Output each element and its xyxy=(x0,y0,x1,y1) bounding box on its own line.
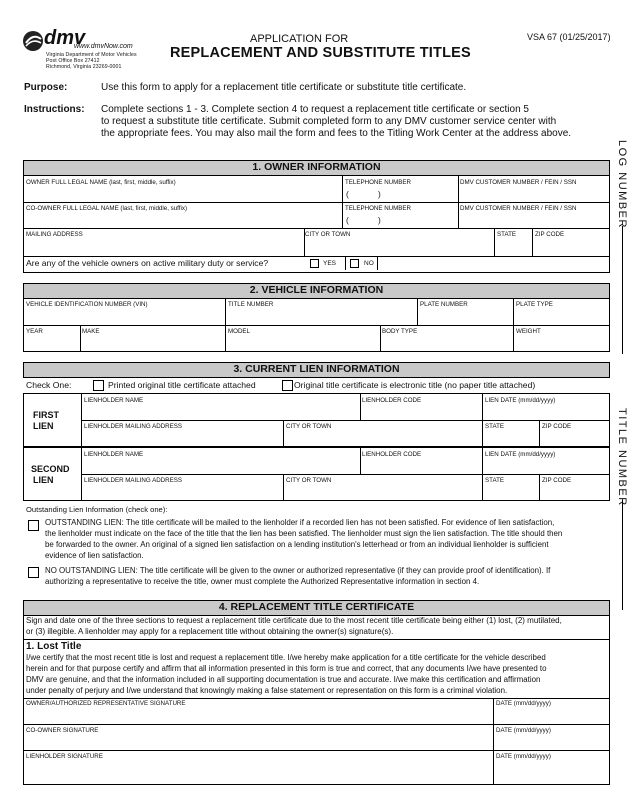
state-label: STATE xyxy=(497,231,517,238)
app-for: APPLICATION FOR xyxy=(250,33,349,45)
lost-title-text-1: I/we certify that the most recent title is lost and request a replacement title. I/we hereby make application for a title certificate for the vehicle described xyxy=(26,653,546,662)
outstanding-lien-text-3: be forwarded to the owner. An original of a signed lien satisfaction on a lending institution's letterhead or from an individual lienholder is sufficient xyxy=(45,540,549,549)
lienholder-signature-date-label: DATE (mm/dd/yyyy) xyxy=(496,753,551,760)
first-lien-date-label: LIEN DATE (mm/dd/yyyy) xyxy=(485,397,556,404)
dept-line3: Richmond, Virginia 23269-0001 xyxy=(46,64,122,70)
outstanding-lien-text-4: evidence of lien satisfaction. xyxy=(45,551,144,560)
zip-label: ZIP CODE xyxy=(535,231,565,238)
purpose-text: Use this form to apply for a replacement title certificate or substitute title certificate. xyxy=(101,82,467,93)
first-lienholder-code-label: LIENHOLDER CODE xyxy=(362,397,422,404)
coowner-phone-paren-close: ) xyxy=(378,215,381,225)
weight-label: WEIGHT xyxy=(516,328,541,335)
replacement-intro-2: or (3) illegible. A lienholder may apply for a replacement title without obtaining the owner(s) signature(s). xyxy=(26,627,394,636)
printed-title-label: Printed original title certificate attached xyxy=(108,380,256,390)
coowner-name-label: CO-OWNER FULL LEGAL NAME (last, first, middle, suffix) xyxy=(26,205,188,212)
dept-line1: Virginia Department of Motor Vehicles xyxy=(46,52,137,58)
military-question: Are any of the vehicle owners on active military duty or service? xyxy=(26,258,269,268)
first-lien-label-2: LIEN xyxy=(33,421,54,431)
second-lien-date-label: LIEN DATE (mm/dd/yyyy) xyxy=(485,451,556,458)
second-lien-label-1: SECOND xyxy=(31,464,70,474)
no-outstanding-lien-text-1: NO OUTSTANDING LIEN: The title certificate will be given to the owner or authorized representative (if they can provide proof of identification). If xyxy=(45,566,551,575)
year-label: YEAR xyxy=(26,328,43,335)
log-number-label: LOG NUMBER xyxy=(616,140,628,229)
coowner-dmv-label: DMV CUSTOMER NUMBER / FEIN / SSN xyxy=(460,205,577,212)
check-one-label: Check One: xyxy=(26,380,72,390)
title-number-label: TITLE NUMBER xyxy=(616,408,628,507)
form-id: VSA 67 (01/25/2017) xyxy=(527,32,611,42)
vin-label: VEHICLE IDENTIFICATION NUMBER (VIN) xyxy=(26,301,148,308)
first-lien-city-label: CITY OR TOWN xyxy=(286,423,332,430)
no-outstanding-lien-checkbox[interactable] xyxy=(28,567,39,578)
military-no-checkbox[interactable] xyxy=(350,259,359,268)
instructions-label: Instructions: xyxy=(24,104,85,115)
military-no-label: NO xyxy=(364,260,374,267)
lost-title-text-3: DMV are genuine, and that the information included in all supporting documentation is true and accurate. I/we make this certification and affirmation xyxy=(26,675,541,684)
purpose-label: Purpose: xyxy=(24,82,68,93)
plate-number-label: PLATE NUMBER xyxy=(420,301,468,308)
outstanding-info-label: Outstanding Lien Information (check one): xyxy=(26,505,168,514)
printed-title-checkbox[interactable] xyxy=(93,380,104,391)
page-title: REPLACEMENT AND SUBSTITUTE TITLES xyxy=(170,45,471,61)
coowner-signature-label: CO-OWNER SIGNATURE xyxy=(26,727,99,734)
second-lien-zip-label: ZIP CODE xyxy=(542,477,572,484)
electronic-title-checkbox[interactable] xyxy=(282,380,293,391)
coowner-signature-date-label: DATE (mm/dd/yyyy) xyxy=(496,727,551,734)
second-lien-state-label: STATE xyxy=(485,477,505,484)
instructions-line1: Complete sections 1 - 3. Complete section 4 to request a replacement title certificate or section 5 xyxy=(101,104,529,115)
dmv-logo-icon xyxy=(22,30,44,52)
body-type-label: BODY TYPE xyxy=(382,328,418,335)
city-label: CITY OR TOWN xyxy=(305,231,351,238)
dmv-logo xyxy=(22,27,152,74)
lost-title-text-2: herein and for that purpose certify and affirm that all information presented in this form is true and correct, that any documents I/we have presented to xyxy=(26,664,547,673)
first-lien-label-1: FIRST xyxy=(33,410,59,420)
lienholder-signature-label: LIENHOLDER SIGNATURE xyxy=(26,753,103,760)
first-lien-state-label: STATE xyxy=(485,423,505,430)
first-lienholder-mailing-label: LIENHOLDER MAILING ADDRESS xyxy=(84,423,182,430)
make-label: MAKE xyxy=(82,328,100,335)
owner-signature-label: OWNER/AUTHORIZED REPRESENTATIVE SIGNATURE xyxy=(26,700,186,707)
electronic-title-label: Original title certificate is electronic title (no paper title attached) xyxy=(294,380,536,390)
lost-title-heading: 1. Lost Title xyxy=(26,641,82,652)
second-lienholder-mailing-label: LIENHOLDER MAILING ADDRESS xyxy=(84,477,182,484)
no-outstanding-lien-text-2: authorizing a representative to receive the title, owner must complete the Authorized Representative information in section 4. xyxy=(45,577,480,586)
plate-type-label: PLATE TYPE xyxy=(516,301,553,308)
logo-text: dmv xyxy=(44,27,86,49)
second-lienholder-name-label: LIENHOLDER NAME xyxy=(84,451,144,458)
lost-title-text-4: under penalty of perjury and I/we understand that knowingly making a false statement or representation on this form is a criminal violation. xyxy=(26,686,508,695)
owner-telephone-label: TELEPHONE NUMBER xyxy=(345,179,412,186)
first-lien-zip-label: ZIP CODE xyxy=(542,423,572,430)
replacement-section-heading: 4. REPLACEMENT TITLE CERTIFICATE xyxy=(23,600,610,616)
owner-name-label: OWNER FULL LEGAL NAME (last, first, middle, suffix) xyxy=(26,179,176,186)
outstanding-lien-checkbox[interactable] xyxy=(28,520,39,531)
coowner-phone-paren-open: ( xyxy=(346,215,349,225)
vehicle-title-number-label: TITLE NUMBER xyxy=(228,301,274,308)
owner-phone-paren-close: ) xyxy=(378,189,381,199)
instructions-line2: to request a substitute title certificate. Submit completed form to any DMV customer service center with xyxy=(101,116,557,127)
owner-dmv-label: DMV CUSTOMER NUMBER / FEIN / SSN xyxy=(460,179,577,186)
instructions-line3: the appropriate fees. You may also mail the form and fees to the Titling Work Center at the address above. xyxy=(101,128,572,139)
second-lien-label-2: LIEN xyxy=(33,475,54,485)
owner-phone-paren-open: ( xyxy=(346,189,349,199)
outstanding-lien-text-1: OUTSTANDING LIEN: The title certificate will be mailed to the lienholder if a recorded lien has not been satisfied. For evidence of lien satisfaction, xyxy=(45,518,555,527)
owner-section-heading: 1. OWNER INFORMATION xyxy=(23,160,610,176)
logo-url: www.dmvNow.com xyxy=(74,43,133,50)
first-lienholder-name-label: LIENHOLDER NAME xyxy=(84,397,144,404)
vehicle-section-heading: 2. VEHICLE INFORMATION xyxy=(23,283,610,299)
second-lienholder-code-label: LIENHOLDER CODE xyxy=(362,451,422,458)
outstanding-lien-text-2: the lienholder must indicate on the face of the title that the lien has been satisfied. The lienholder must sign the lien satisfaction. The title should then xyxy=(45,529,563,538)
dept-line2: Post Office Box 27412 xyxy=(46,58,100,64)
owner-signature-date-label: DATE (mm/dd/yyyy) xyxy=(496,700,551,707)
mailing-address-label: MAILING ADDRESS xyxy=(26,231,83,238)
second-lien-city-label: CITY OR TOWN xyxy=(286,477,332,484)
lien-section-heading: 3. CURRENT LIEN INFORMATION xyxy=(23,362,610,378)
military-yes-label: YES xyxy=(323,260,337,267)
coowner-telephone-label: TELEPHONE NUMBER xyxy=(345,205,412,212)
replacement-intro-1: Sign and date one of the three sections to request a replacement title certificate due to the most recent title certificate being either (1) lost, (2) mutilated, xyxy=(26,616,562,625)
model-label: MODEL xyxy=(228,328,251,335)
military-yes-checkbox[interactable] xyxy=(310,259,319,268)
